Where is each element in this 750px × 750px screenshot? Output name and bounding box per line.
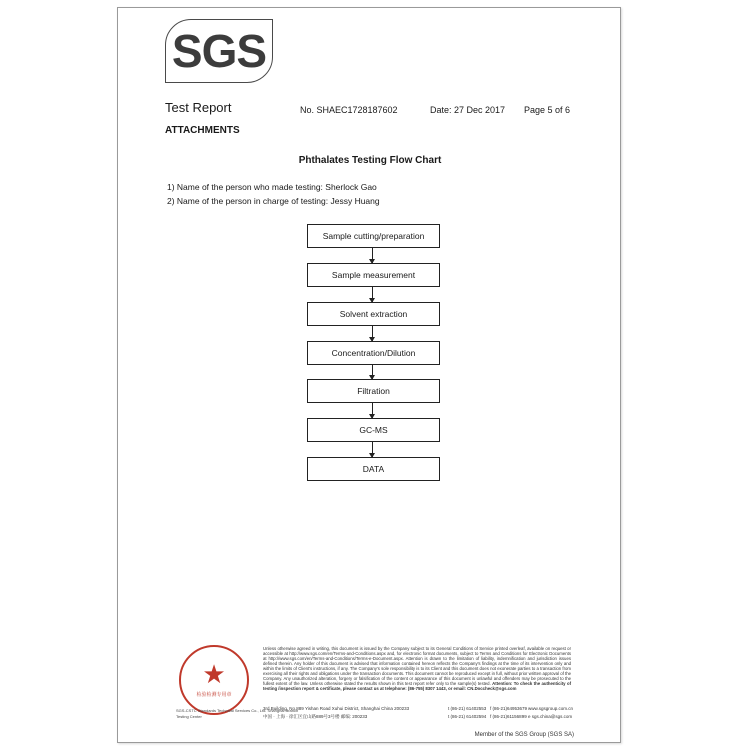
footer-company-sub: Testing Center xyxy=(176,714,202,719)
address-chinese: 中国 · 上海 · 徐汇区宜山路889号3号楼 邮编: 200233 xyxy=(263,714,368,719)
report-title: Test Report xyxy=(165,100,232,115)
member-line: Member of the SGS Group (SGS SA) xyxy=(474,732,574,738)
fax-chinese: f (86-21)61156899 xyxy=(490,714,527,719)
sgs-logo xyxy=(165,19,273,83)
page-number: Page 5 of 6 xyxy=(524,105,571,115)
email: e sgs.china@sgs.com xyxy=(528,714,573,719)
supervisor-name: 2) Name of the person in charge of testing: Jessy Huang xyxy=(167,196,380,206)
official-seal-stamp xyxy=(179,645,249,715)
flow-arrow xyxy=(372,365,373,379)
seal-text: 检验检测专用章 xyxy=(196,692,232,698)
document-page xyxy=(117,7,621,743)
flow-step-data: DATA xyxy=(307,457,440,481)
star-icon: ★ xyxy=(202,659,226,689)
address-english: 3rd Building, No.889 Yishan Road Xuhui District, Shanghai China 200233 xyxy=(263,706,410,711)
phone-english: t (86-21) 61402553 xyxy=(448,706,487,711)
flow-step-filtration: Filtration xyxy=(307,379,440,403)
report-date: Date: 27 Dec 2017 xyxy=(430,105,506,115)
footer-company-name: SGS-CSTC Standards Technical Services Co., Ltd. Shanghai Branch xyxy=(176,708,299,713)
website: www.sgsgroup.com.cn xyxy=(528,706,574,711)
flow-arrow xyxy=(372,326,373,341)
logo-text: SGS xyxy=(171,25,267,77)
section-heading: ATTACHMENTS xyxy=(165,125,240,136)
flow-arrow xyxy=(372,248,373,263)
phone-chinese: t (86-21) 61402594 xyxy=(448,714,487,719)
tester-name: 1) Name of the person who made testing: Sherlock Gao xyxy=(167,182,377,192)
legal-disclaimer xyxy=(263,646,571,691)
flow-step-sample-measurement: Sample measurement xyxy=(307,263,440,287)
report-number: No. SHAEC1728187602 xyxy=(300,105,398,115)
flow-step-concentration: Concentration/Dilution xyxy=(307,341,440,365)
flow-step-sample-cutting: Sample cutting/preparation xyxy=(307,224,440,248)
flow-step-solvent-extraction: Solvent extraction xyxy=(307,302,440,326)
flow-arrow xyxy=(372,403,373,418)
flow-chart-title: Phthalates Testing Flow Chart xyxy=(298,155,442,166)
flow-arrow xyxy=(372,287,373,302)
fax-english: f (86-21)64953679 xyxy=(490,706,528,711)
disclaimer-text: Unless otherwise agreed in writing, this document is issued by the Company subject to its General Conditions of Service printed overleaf, available on request or accessible at http://www.sgs.com/en/Terms-and-Conditions.aspx and, for electronic format documents, subject to Terms and Conditions for Electronic Documents at http://www.sgs.com/en/Terms-and-Conditions/Terms-e-Document.aspx. Attention is drawn to the limitation of liability, indemnification and jurisdiction issues defined therein. Any holder of this document is advised that information contained hereon reflects the Company's findings at the time of its intervention only and within the limits of Client's instructions, if any. The Company's sole responsibility is to its Client and this document does not exonerate parties to a transaction from exercising all their rights and obligations under the transaction documents. This document cannot be reproduced except in full, without prior written approval of the Company. Any unauthorized alteration, forgery or falsification of the content or appearance of this document is unlawful and offenders may be prosecuted to the fullest extent of the law. Unless otherwise stated the results shown in this test report refer only to the sample(s) tested. xyxy=(263,646,571,686)
flow-arrow xyxy=(372,442,373,457)
attention-text: Attention: To check the authenticity of testing /inspection report & certificate, please contact us at telephone: (86-755) 8307 1443, or email: CN.Doccheck@sgs.com xyxy=(263,681,571,691)
flow-step-gc-ms: GC-MS xyxy=(307,418,440,442)
